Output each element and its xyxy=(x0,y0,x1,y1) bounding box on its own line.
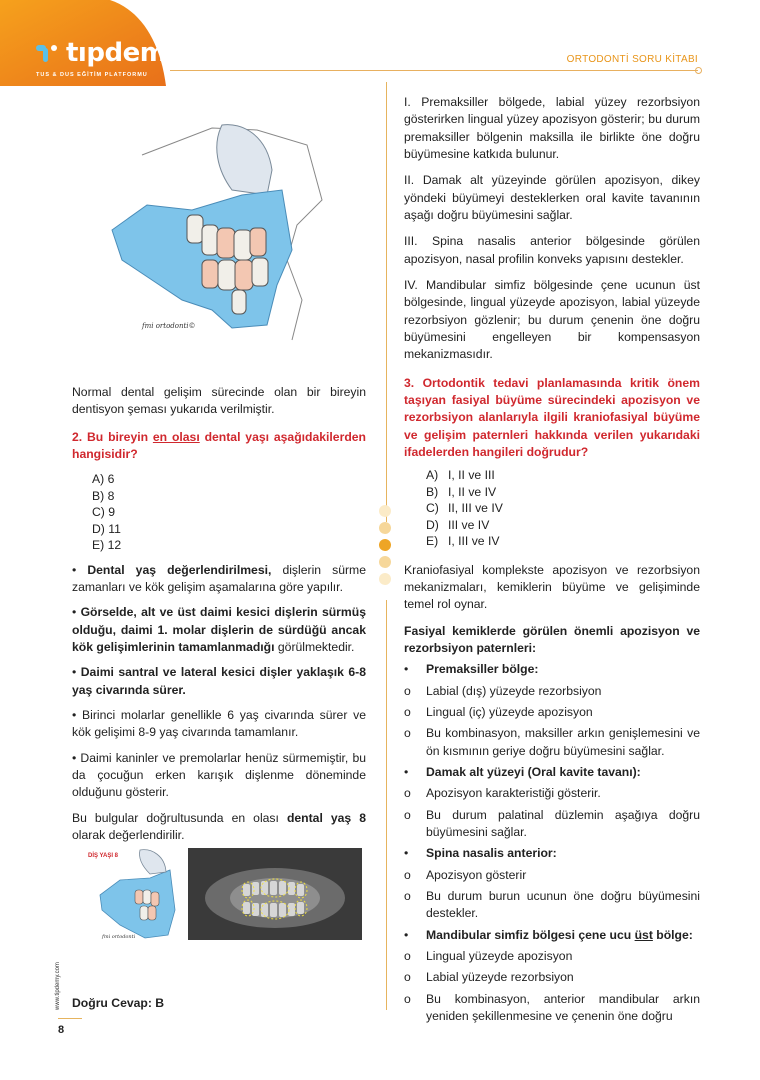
patterns-list xyxy=(404,661,700,1025)
group-spina: • Spina nasalis anterior: xyxy=(404,846,557,861)
header-rule xyxy=(170,70,698,71)
q3-options xyxy=(404,467,700,550)
list-item: o Bu kombinasyon, anterior mandibular arkın yeniden şekillenmesine ve çenenin öne doğru xyxy=(404,991,700,1023)
list-item: o Labial yüzeyde rezorbsiyon xyxy=(404,970,574,985)
header-dot xyxy=(695,67,702,74)
explanation-bullet-3: • Daimi santral ve lateral kesici dişler yaklaşık 6-8 yaş civarında sürer. xyxy=(72,665,367,697)
intro-text: Normal dental gelişim sürecinde olan bir bireyin dentisyon şeması yukarıda verilmiştir. xyxy=(72,385,366,417)
small-age-label: DİŞ YAŞI 8 xyxy=(88,853,119,859)
option-d[interactable]: D) 11 xyxy=(92,521,121,536)
list-item: o Lingual (iç) yüzeyde apozisyon xyxy=(404,705,593,720)
q3-option-a[interactable]: A) I, II ve III xyxy=(426,468,495,483)
page-number: 8 xyxy=(58,1024,65,1036)
group-symphysis: • Mandibular simfiz bölgesi çene ucu üst bölge: xyxy=(404,927,693,942)
list-item: o Labial (dış) yüzeyde rezorbsiyon xyxy=(404,683,602,698)
option-b[interactable]: B) 8 xyxy=(92,488,115,503)
explanation-bullet-2: • Görselde, alt ve üst daimi kesici dişlerin sürmüş olduğu, daimi 1. molar dişlerin de sürdüğü ancak kök gelişimlerinin tamamlanmadığı görülmektedir. xyxy=(72,605,366,655)
left-column xyxy=(72,384,366,844)
q3-option-e[interactable]: E) I, III ve IV xyxy=(426,534,500,549)
list-item: o Apozisyon karakteristiği gösterir. xyxy=(404,786,601,801)
column-divider-top xyxy=(386,82,387,522)
correct-answer: Doğru Cevap: B xyxy=(72,996,165,1010)
brand-name: tıpdemy xyxy=(66,38,183,68)
explanation-bullet-4: • Birinci molarlar genellikle 6 yaş civarında sürer ve kök gelişimi 8-9 yaş civarında tamamlanır. xyxy=(72,708,367,740)
option-c[interactable]: C) 9 xyxy=(92,505,116,520)
group-premaxilla: • Premaksiller bölge: xyxy=(404,662,539,677)
logo-icon xyxy=(34,42,62,64)
q3-option-b[interactable]: B) I, II ve IV xyxy=(426,484,497,499)
list-item: o Lingual yüzeyde apozisyon xyxy=(404,948,573,963)
q2-options xyxy=(92,471,366,554)
list-item: o Bu durum palatinal düzlemin aşağıya doğru büyümesini sağlar. xyxy=(404,807,700,839)
option-e[interactable]: E) 12 xyxy=(92,538,122,553)
column-divider-bottom xyxy=(386,600,387,1010)
brand-tagline: TUS & DUS EĞİTİM PLATFORMU xyxy=(36,72,148,78)
book-title: ORTODONTİ SORU KİTABI xyxy=(566,54,698,65)
list-item: o Apozisyon gösterir xyxy=(404,867,527,882)
statement-1: I. Premaksiller bölgede, labial yüzey rezorbsiyon gösterirken lingual yüzey apozisyon gösterir; bu durum premaksiller bölgenin maksilla ile birlikte öne doğru büyümesine katkıda bulunur. xyxy=(404,95,700,161)
statement-3: III. Spina nasalis anterior bölgesinde görülen apozisyon, nasal profilin konveks yapısını destekler. xyxy=(404,234,700,266)
dentition-illustration xyxy=(92,110,342,345)
option-a[interactable]: A) 6 xyxy=(92,472,115,487)
list-item: o Bu durum burun ucunun öne doğru büyümesini destekler. xyxy=(404,888,700,921)
statement-4: IV. Mandibular simfiz bölgesinde çene ucunun üst bölgesinde, lingual yüzeyde apozisyon, labial yüzeyde rezorbsiyon gözlenir; bu durum çenenin öne doğru büyümesini engelleyen bir kompensasyon mekanizmasıdır. xyxy=(404,277,700,362)
conclusion-text: Bu bulgular doğrultusunda en olası dental yaş 8 olarak değerlendirilir. xyxy=(72,810,366,843)
panoramic-xray xyxy=(188,848,362,940)
right-column xyxy=(404,94,700,1029)
decorative-dots xyxy=(379,505,391,585)
brand-logo[interactable] xyxy=(34,38,183,68)
question-2: 2. Bu bireyin en olası dental yaşı aşağıdakilerden hangisidir? xyxy=(72,429,366,461)
statement-2: II. Damak alt yüzeyinde görülen apozisyon, dikey yöndeki büyümeyi desteklerken oral kavite tavanının aşağı doğru büyümesini sağlar. xyxy=(404,173,700,222)
small-illustration-signature: fmi ortodonti xyxy=(102,934,136,940)
list-item: o Bu kombinasyon, maksiller arkın genişlemesini ve ön kısmının geriye doğru büyümesini sağlar. xyxy=(404,726,700,758)
small-dentition-illustration xyxy=(80,840,190,945)
patterns-heading: Fasiyal kemiklerde görülen önemli apozisyon ve rezorbsiyon paternleri: xyxy=(404,623,700,656)
page-number-rule xyxy=(58,1018,82,1019)
question-3: 3. Ortodontik tedavi planlamasında kritik önem taşıyan fasiyal büyüme sürecindeki apozisyon ve rezorbsiyon alanlarıyla ilgili kraniofasiyal büyüme ve gelişim paternleri hakkında verilen yukarıdaki ifadelerden hangileri doğrudur? xyxy=(404,375,700,459)
q3-option-d[interactable]: D) III ve IV xyxy=(426,517,490,532)
illustration-signature: fmi ortodonti© xyxy=(142,322,196,330)
q3-option-c[interactable]: C) II, III ve IV xyxy=(426,501,503,516)
explanation-text: Kraniofasiyal komplekste apozisyon ve rezorbsiyon mekanizmaları, kemiklerin büyüme ve gelişiminde temel rol oynar. xyxy=(404,562,700,612)
explanation-bullet-5: • Daimi kaninler ve premolarlar henüz sürmemiştir, bu da çocuğun erken karışık dişlenme döneminde olduğunu gösterir. xyxy=(72,750,366,800)
explanation-bullet-1: • Dental yaş değerlendirilmesi, dişlerin sürme zamanları ve kök gelişim aşamalarına göre yapılır. xyxy=(72,562,366,595)
website-url[interactable]: www.tipdemy.com xyxy=(55,962,61,1010)
group-palate: • Damak alt yüzeyi (Oral kavite tavanı): xyxy=(404,765,641,780)
